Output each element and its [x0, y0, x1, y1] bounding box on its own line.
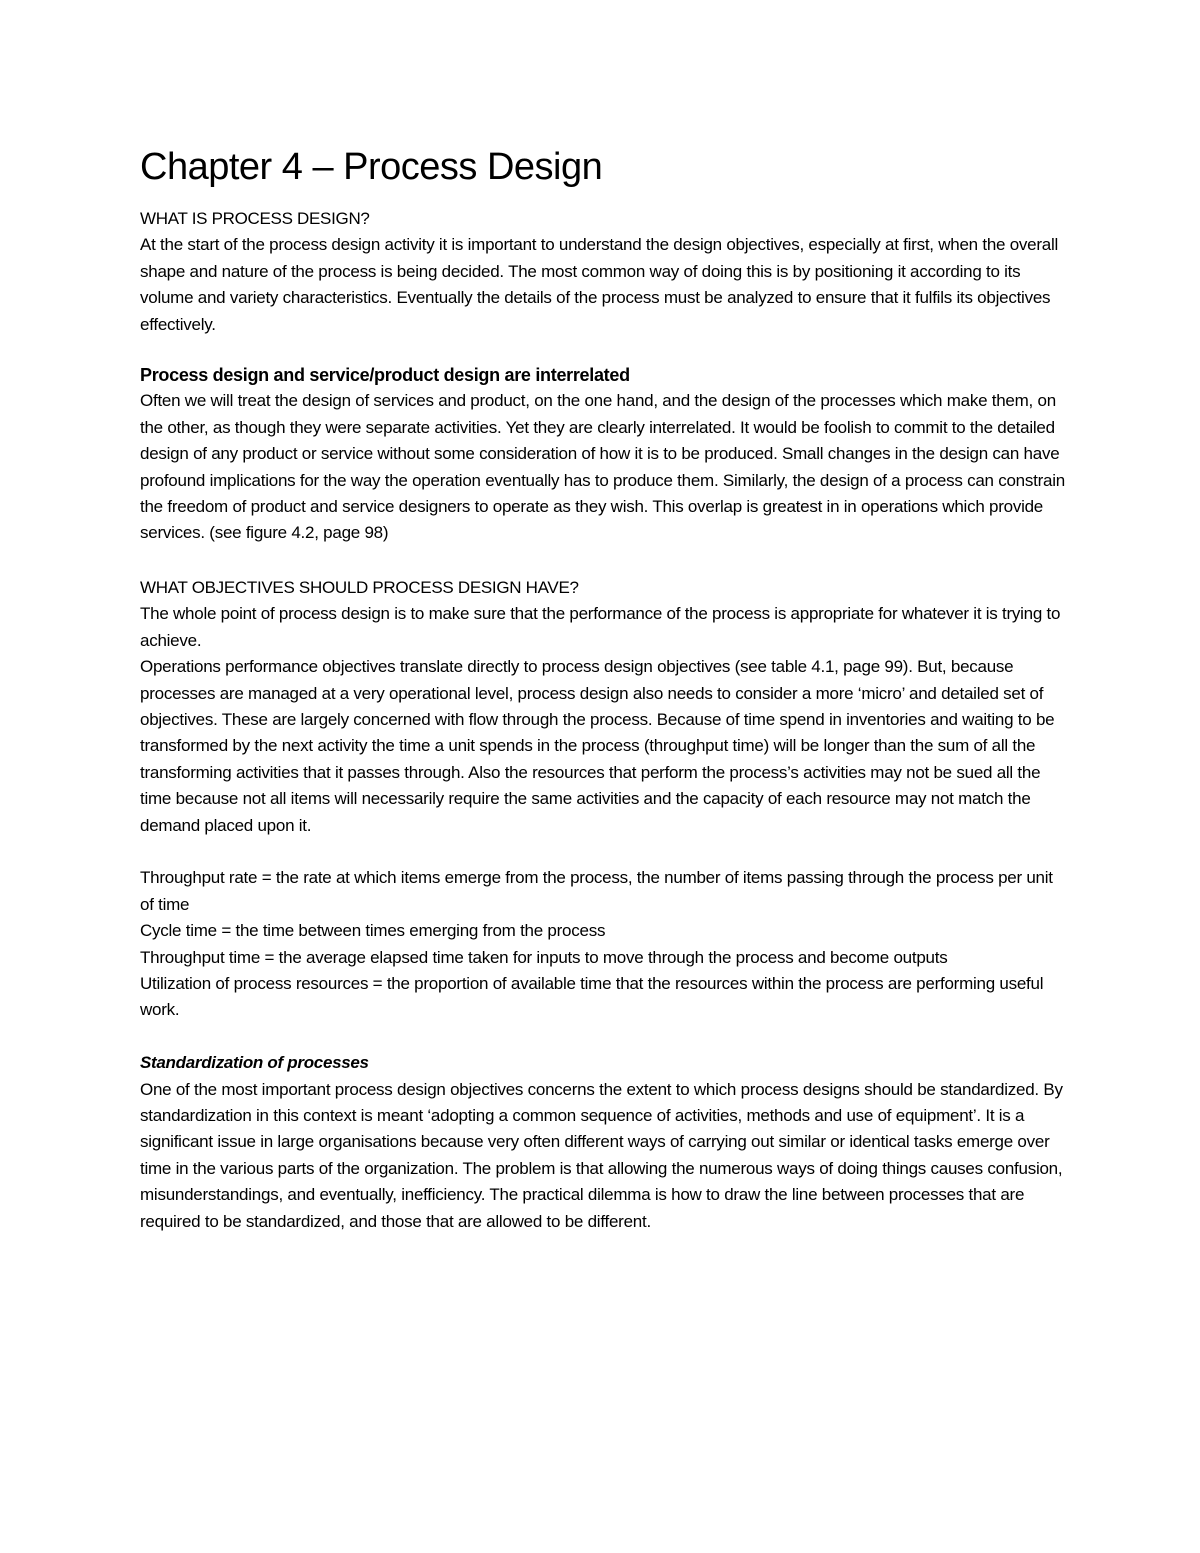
paragraph-standardization: One of the most important process design objectives concerns the extent to which process designs should be standardized. By standardization in this context is meant ‘adopting a common sequence of activities, methods and use of equipment’. It is a significant issue in large organisations because very often different ways of carrying out similar or identical tasks emerge over time in the various parts of the organization. The problem is that allowing the numerous ways of doing things causes confusion, misunderstandings, and eventually, inefficiency. The practical dilemma is how to draw the line between processes that are required to be standardized, and those that are allowed to be different. — [140, 1079, 1063, 1231]
section-heading-what-is-process-design: WHAT IS PROCESS DESIGN? — [140, 209, 370, 228]
paragraph-objectives-2: Operations performance objectives translate directly to process design objectives (see table 4.1, page 99). But, because processes are managed at a very operational level, process design also needs to consider a more ‘micro’ and detailed set of objectives. These are largely concerned with flow through the process. Because of time spend in inventories and waiting to be transformed by the next activity the time a unit spends in the process (throughput time) will be longer than the sum of all the transforming activities that it passes through. Also the resources that perform the process’s activities may not be sued all the time because not all items will necessarily require the same activities and the capacity of each resource may not match the demand placed upon it. — [140, 657, 1055, 835]
definition-throughput-time: Throughput time = the average elapsed time taken for inputs to move through the process and become outputs — [140, 947, 948, 967]
paragraph-interrelated: Often we will treat the design of services and product, on the one hand, and the design of the processes which make them, on the other, as though they were separate activities. Yet they are clearly interrelated. It would be foolish to commit to the detailed design of any product or service without some consideration of how it is to be produced. Small changes in the design can have profound implications for the way the operation eventually has to produce them. Similarly, the design of a process can constrain the freedom of product and service designers to operate as they wish. This overlap is greatest in in operations which provide services. (see figure 4.2, page 98) — [140, 391, 1065, 543]
section-heading-objectives: WHAT OBJECTIVES SHOULD PROCESS DESIGN HAVE? — [140, 577, 579, 597]
page-title: Chapter 4 – Process Design — [140, 146, 603, 188]
section-heading-interrelated: Process design and service/product design are interrelated — [140, 365, 630, 386]
definition-throughput-rate: Throughput rate = the rate at which items emerge from the process, the number of items passing through the process per unit of time — [140, 868, 1053, 914]
document-page — [140, 140, 1065, 1235]
definition-utilization: Utilization of process resources = the proportion of available time that the resources within the process are performing useful work. — [140, 973, 1044, 1020]
paragraph-what-is-process-design: At the start of the process design activity it is important to understand the design objectives, especially at first, when the overall shape and nature of the process is being decided. The most common way of doing this is by positioning it according to its volume and variety characteristics. Eventually the details of the process must be analyzed to ensure that it fulfils its objectives effectively. — [140, 235, 1059, 334]
paragraph-objectives-1: The whole point of process design is to make sure that the performance of the process is appropriate for whatever it is trying to achieve. — [140, 604, 1061, 650]
section-heading-standardization: Standardization of processes — [140, 1053, 369, 1073]
definition-cycle-time: Cycle time = the time between times emerging from the process — [140, 921, 606, 941]
